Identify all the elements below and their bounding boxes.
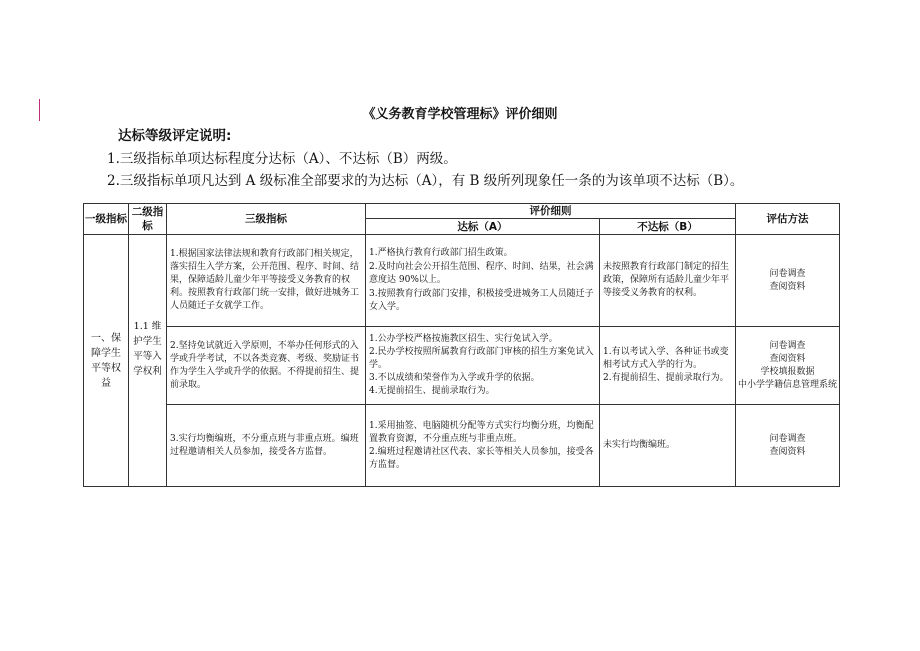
rating-notes-heading: 达标等级评定说明:: [118, 128, 232, 144]
pass-cell: 1.采用抽签、电脑随机分配等方式实行均衡分班，均衡配置教育资源，不分重点班与非重点班。 2.编班过程邀请社区代表、家长等相关人员参加，接受各方监督。: [366, 405, 600, 487]
indicator-cell: 3.实行均衡编班，不分重点班与非重点班。编班过程邀请相关人员参加，接受各方监督。: [167, 405, 366, 487]
table-row: [84, 235, 840, 327]
fail-cell: 未按照教育行政部门制定的招生政策，保障所有适龄儿童少年平等接受义务教育的权利。: [600, 235, 736, 327]
header-pass: 达标（A）: [366, 219, 600, 235]
rule-1: 1.三级指标单项达标程度分达标（A）、不达标（B）两级。: [107, 151, 457, 167]
level1-cell: 一、保障学生平等权益: [84, 235, 129, 487]
indicator-cell: 2.坚持免试就近入学原则，不举办任何形式的入学或升学考试，不以各类竞赛、考级、奖励证书作为学生入学或升学的依据。不得提前招生、提前录取。: [167, 327, 366, 405]
header-level2: 二级指标: [129, 204, 167, 235]
method-cell: 问卷调查 查阅资料: [736, 405, 840, 487]
header-details: 评价细则: [366, 204, 736, 219]
pass-cell: 1.严格执行教育行政部门招生政策。 2.及时向社会公开招生范围、程序、时间、结果，社会满意度达 90%以上。 3.按照教育行政部门安排，积极接受进城务工人员随迁子女入学。: [366, 235, 600, 327]
document-title: 《义务教育学校管理标》评价细则: [362, 107, 558, 122]
table-row: [84, 405, 840, 487]
pass-cell: 1.公办学校严格按施教区招生、实行免试入学。 2.民办学校按照所属教育行政部门审核的招生方案免试入学。 3.不以成绩和荣誉作为入学或升学的依据。 4.无提前招生、提前录取行为。: [366, 327, 600, 405]
header-level3: 三级指标: [167, 204, 366, 235]
method-cell: 问卷调查 查阅资料 学校填报数据 中小学学籍信息管理系统: [736, 327, 840, 405]
fail-cell: 未实行均衡编班。: [600, 405, 736, 487]
method-cell: 问卷调查 查阅资料: [736, 235, 840, 327]
evaluation-table: [83, 203, 839, 487]
header-fail: 不达标（B）: [600, 219, 736, 235]
fail-cell: 1.有以考试入学、各种证书或变相考试方式入学的行为。 2.有提前招生、提前录取行为。: [600, 327, 736, 405]
header-level1: 一级指标: [84, 204, 129, 235]
rule-2: 2.三级指标单项凡达到 A 级标准全部要求的为达标（A），有 B 级所列现象任一条的为该单项不达标（B）。: [107, 173, 744, 189]
table-row: [84, 327, 840, 405]
header-method: 评估方法: [736, 204, 840, 235]
level2-cell: 1.1 维护学生平等入学权利: [129, 235, 167, 487]
indicator-cell: 1.根据国家法律法规和教育行政部门相关规定，落实招生入学方案，公开范围、程序、时间、结果，保障适龄儿童少年平等接受义务教育的权利。按照教育行政部门统一安排，做好进城务工人员随迁子女就学工作。: [167, 235, 366, 327]
